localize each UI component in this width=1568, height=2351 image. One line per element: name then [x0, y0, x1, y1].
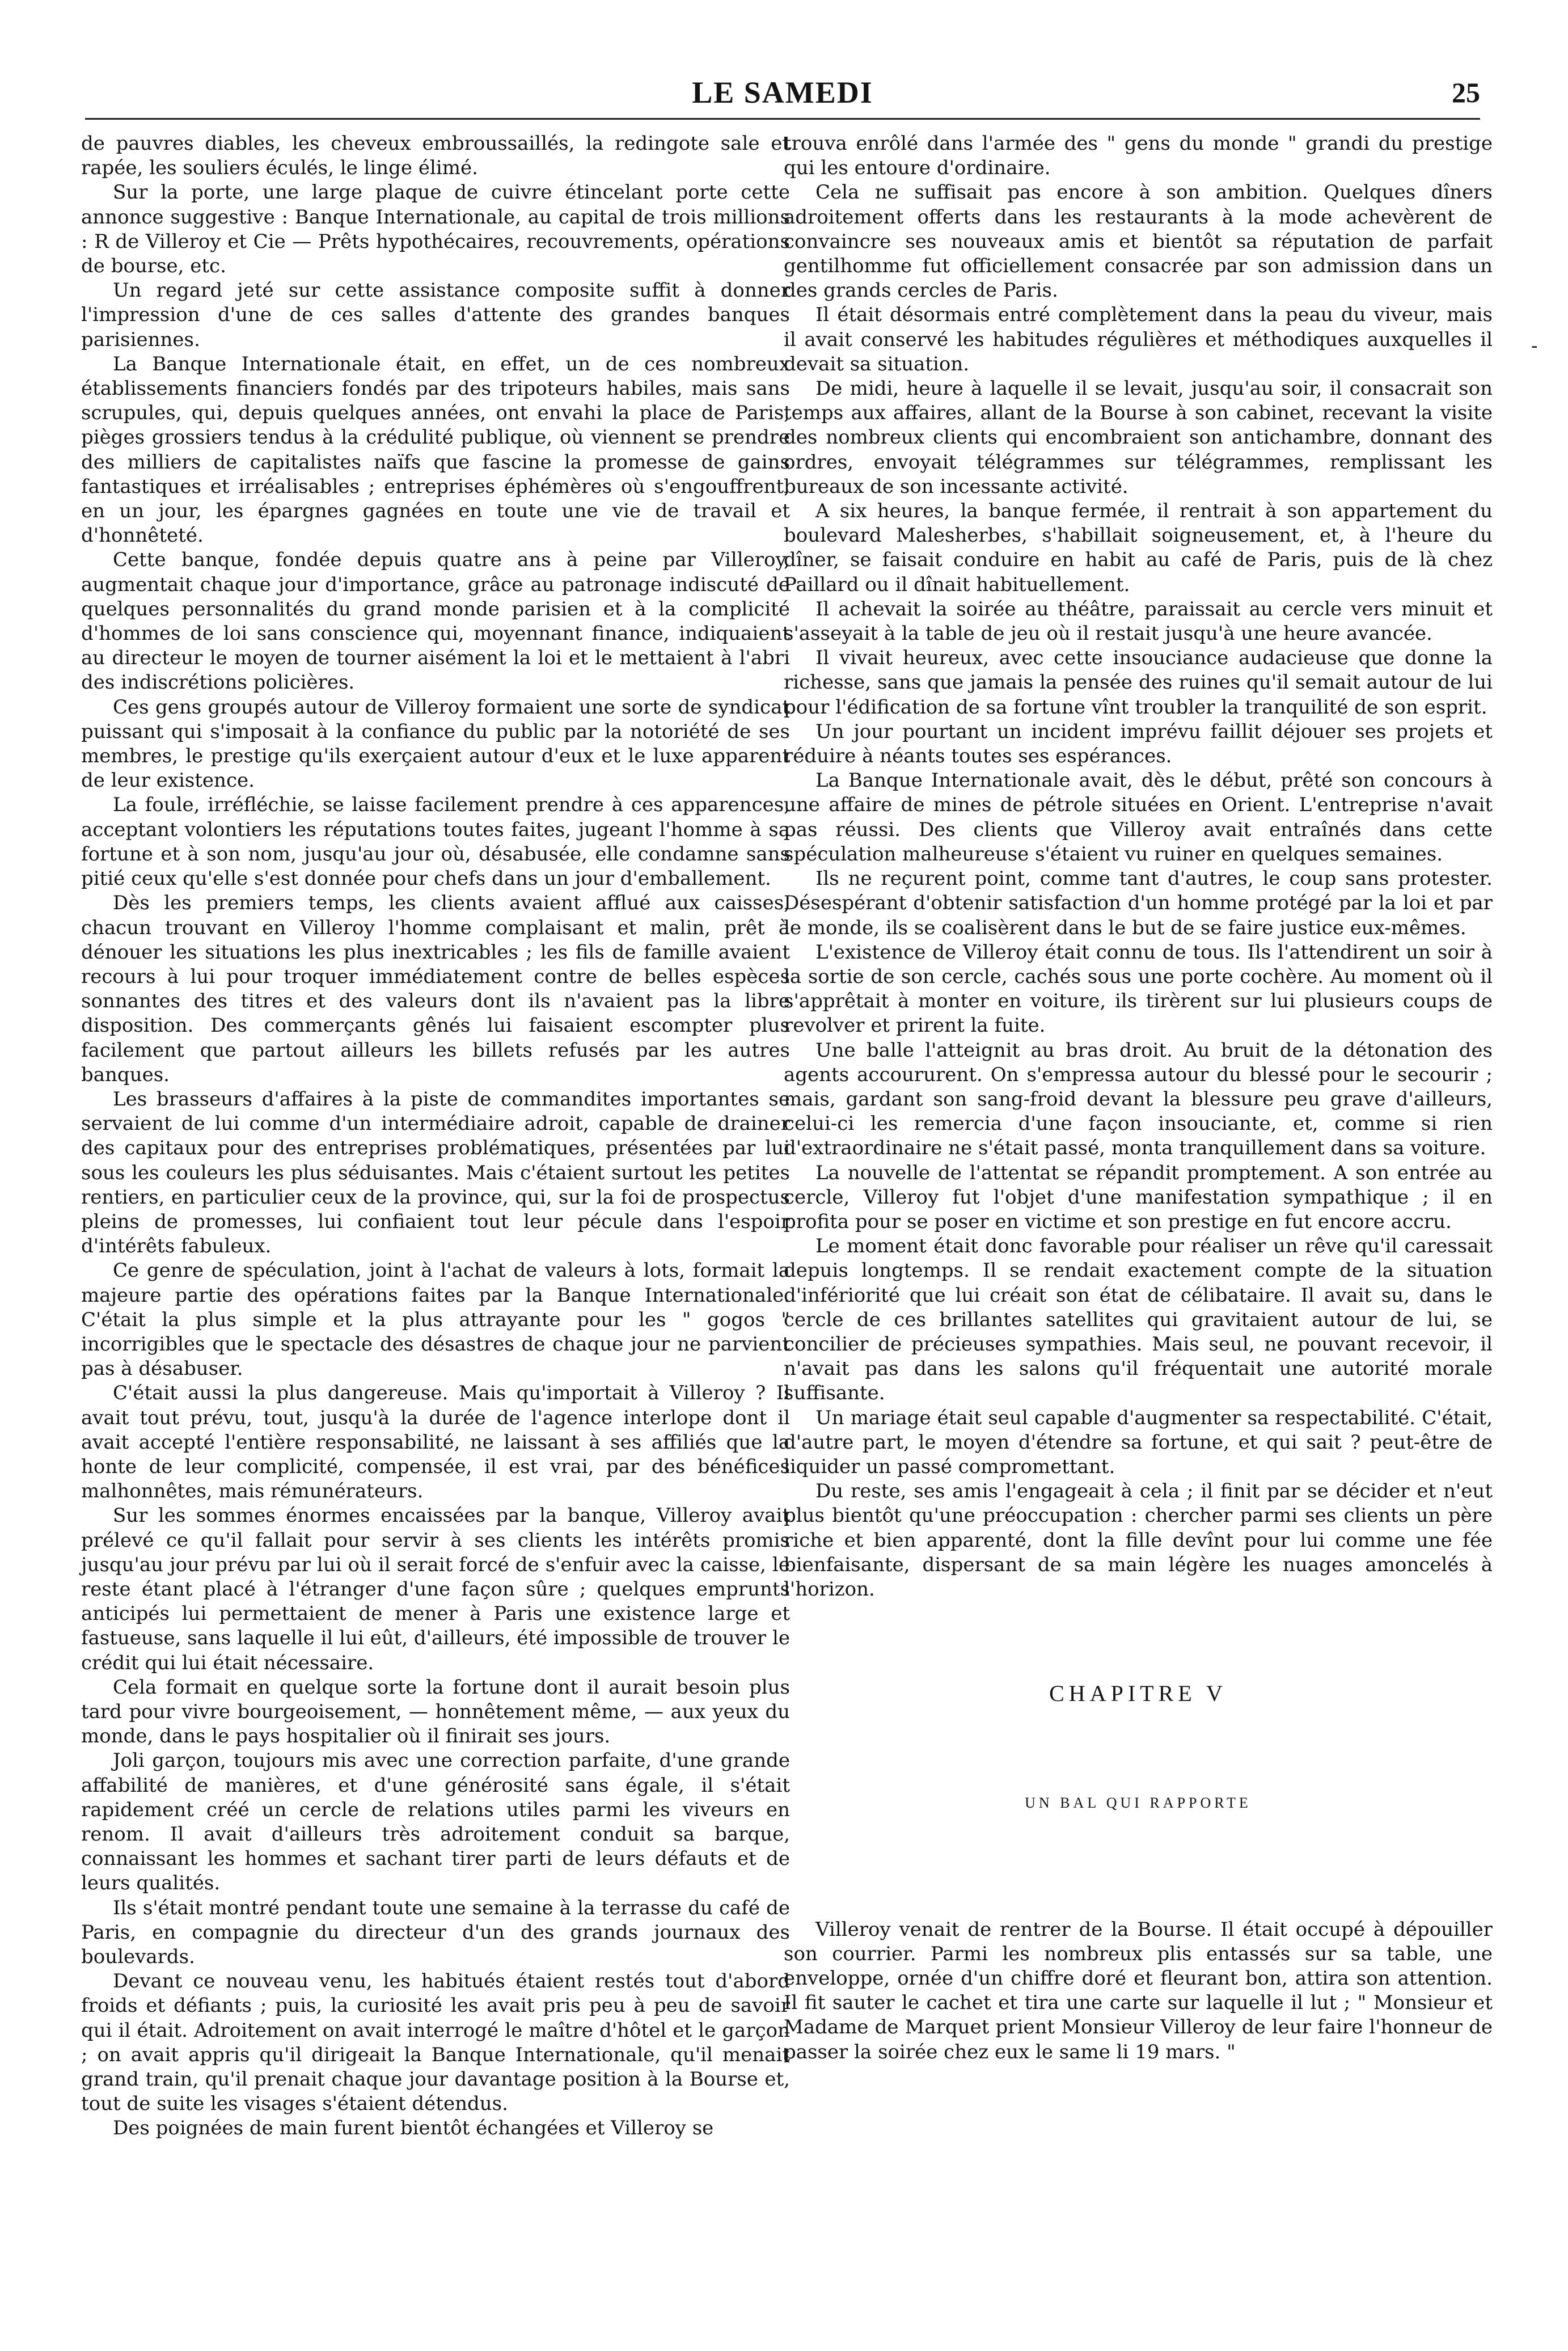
paragraph: Ils ne reçurent point, comme tant d'autres, le coup sans protester. Désespérant d'obtenir satisfaction d'un homme protégé par la loi et par le monde, ils se coalisèrent dans le but de se faire justice eux-mêmes. [784, 867, 1493, 939]
paragraph: La nouvelle de l'attentat se répandit promptement. A son entrée au cercle, Villeroy fut l'objet d'une manifestation sympathique ; il en profita pour se poser en victime et son prestige en fut encore accru. [784, 1161, 1493, 1233]
paragraph: Ce genre de spéculation, joint à l'achat de valeurs à lots, formait la majeure partie des opérations faites par la Banque Internationale. C'était la plus simple et la plus attrayante pour les " gogos " incorrigibles que le spectacle des désastres de chaque jour ne parvient pas à désabuser. [81, 1259, 790, 1381]
paragraph: Le moment était donc favorable pour réaliser un rêve qu'il caressait depuis longtemps. Il se rendait exactement compte de la situation d'infériorité que lui créait son état de célibataire. Il avait su, dans le cercle de ces brillantes satellites qui gravitaient autour de lui, se concilier de précieuses sympathies. Mais seul, ne pouvant recevoir, il n'avait pas dans les salons qu'il fréquentait une autorité morale suffisante. [784, 1235, 1493, 1405]
chapter-subtitle: UN BAL QUI RAPPORTE [1025, 1795, 1252, 1812]
paragraph: Il vivait heureux, avec cette insouciance audacieuse que donne la richesse, sans que jamais la pensée des ruines qu'il semait autour de lui pour l'édification de sa fortune vînt troubler la tranquilité de son esprit. [784, 647, 1493, 719]
paragraph: Dès les premiers temps, les clients avaient afflué aux caisses, chacun trouvant en Villeroy l'homme complaisant et malin, prêt à dénouer les situations les plus inextricables ; les fils de famille avaient recours à lui pour troquer immédiatement contre de belles espèces sonnantes des titres et des valeurs dont ils n'avaient pas la libre disposition. Des commerçants gênés lui faisaient escompter plus facilement que partout ailleurs les billets refusés par les autres banques. [81, 892, 790, 1086]
paragraph: Devant ce nouveau venu, les habitués étaient restés tout d'abord froids et défiants ; puis, la curiosité les avait pris peu à peu de savoir qui il était. Adroitement on avait interrogé le maître d'hôtel et le garçon ; on avait appris qu'il dirigeait la Banque Internationale, qu'il menait grand train, qu'il prenait chaque jour davantage position à la Bourse et, tout de suite les visages s'étaient détendus. [81, 1970, 790, 2116]
right-column [784, 132, 1493, 2065]
paragraph: La Banque Internationale était, en effet, un de ces nombreux établissements financiers fondés par des tripoteurs habiles, mais sans scrupules, qui, depuis quelques années, ont envahi la place de Paris, pièges grossiers tendus à la crédulité publique, où viennent se prendre des milliers de capitalistes naïfs que fascine la promesse de gains fantastiques et irréalisables ; entreprises éphémères où s'engouffrent, en un jour, les épargnes gagnées en toute une vie de travail et d'honnêteté. [81, 352, 790, 547]
left-column [81, 132, 790, 2141]
paragraph: Des poignées de main furent bientôt échangées et Villeroy se [113, 2117, 714, 2140]
chapter-title: CHAPITRE V [1049, 1681, 1227, 1707]
paragraph: Ils s'était montré pendant toute une semaine à la terrasse du café de Paris, en compagnie du directeur d'un des grands journaux des boulevards. [81, 1896, 790, 1969]
paragraph: Du reste, ses amis l'engageait à cela ; il finit par se décider et n'eut plus bientôt qu'une préoccupation : chercher parmi ses clients un père riche et bien apparenté, dont la fille devînt pour lui comme une fée bienfaisante, dispersant de sa main légère les nuages amoncelés à l'horizon. [784, 1480, 1493, 1601]
chapter-body [784, 1918, 1493, 2065]
paragraph: Il était désormais entré complètement dans la peau du viveur, mais il avait conservé les habitudes régulières et méthodiques auxquelles il devait sa situation. [784, 303, 1493, 375]
paragraph: Il achevait la soirée au théâtre, paraissait au cercle vers minuit et s'asseyait à la table de jeu où il restait jusqu'à une heure avancée. [784, 597, 1493, 645]
paragraph: Sur la porte, une large plaque de cuivre étincelant porte cette annonce suggestive : Banque Internationale, au capital de trois millions : R de Villeroy et Cie — Prêts hypothécaires, recouvrements, opérations de bourse, etc. [81, 181, 790, 278]
paragraph: A six heures, la banque fermée, il rentrait à son appartement du boulevard Malesherbes, s'habillait soigneusement, et, à l'heure du dîner, se faisait conduire en habit au café de Paris, puis de là chez Paillard ou il dînait habituellement. [784, 500, 1493, 596]
paragraph: Villeroy venait de rentrer de la Bourse. Il était occupé à dépouiller son courrier. Parmi les nombreux plis entassés sur sa table, une enveloppe, ornée d'un chiffre doré et fleurant bon, attira son attention. Il fit sauter le cachet et tira une carte sur laquelle il lut ; " Monsieur et Madame de Marquet prient Monsieur Villeroy de leur faire l'honneur de passer la soirée chez eux le same li 19 mars. " [784, 1918, 1493, 2063]
paragraph: La foule, irréfléchie, se laisse facilement prendre à ces apparences, acceptant volontiers les réputations toutes faites, jugeant l'homme à sa fortune et à son nom, jusqu'au jour où, désabusée, elle condamne sans pitié ceux qu'elle s'est donnée pour chefs dans un jour d'emballement. [81, 793, 790, 890]
paragraph: Joli garçon, toujours mis avec une correction parfaite, d'une grande affabilité de manières, et d'une générosité sans égale, il s'était rapidement créé un cercle de relations utiles parmi les viveurs en renom. Il avait d'ailleurs très adroitement conduit sa barque, connaissant les hommes et sachant tirer parti de leurs défauts et de leurs qualités. [81, 1749, 790, 1895]
paragraph: Ces gens groupés autour de Villeroy formaient une sorte de syndicat puissant qui s'imposait à la confiance du public par la notoriété de ses membres, le prestige qu'ils exerçaient autour d'eux et le luxe apparent de leur existence. [81, 695, 790, 792]
paragraph: Sur les sommes énormes encaissées par la banque, Villeroy avait prélevé ce qu'il fallait pour servir à ses clients les intérêts promis jusqu'au jour prévu par lui où il serait forcé de s'enfuir avec la caisse, le reste étant placé à l'étranger d'une façon sûre ; quelques emprunts anticipés lui permettaient de mener à Paris une existence large et fastueuse, sans laquelle il lui eût, d'ailleurs, été impossible de trouver le crédit qui lui était nécessaire. [81, 1504, 790, 1674]
paragraph: Cette banque, fondée depuis quatre ans à peine par Villeroy, augmentait chaque jour d'importance, grâce au patronage indiscuté de quelques personnalités du grand monde parisien et à la complicité d'hommes de loi sans conscience qui, moyennant finance, indiquaient au directeur le moyen de tourner aisément la loi et le mettaient à l'abri des indiscrétions policières. [81, 548, 790, 694]
paragraph: De midi, heure à laquelle il se levait, jusqu'au soir, il consacrait son temps aux affaires, allant de la Bourse à son cabinet, recevant la visite des nombreux clients qui encombraient son antichambre, donnant des ordres, envoyait télégrammes sur télégrammes, remplissant les bureaux de son incessante activité. [784, 377, 1493, 498]
paragraph: Une balle l'atteignit au bras droit. Au bruit de la détonation des agents accoururent. On s'empressa autour du blessé pour le secourir ; mais, gardant son sang-froid devant la blessure peu grave d'ailleurs, celui-ci les remercia d'une façon insouciante, et, comme si rien d'extraordinaire ne s'était passé, monta tranquillement dans sa voiture. [784, 1039, 1493, 1160]
running-title: LE SAMEDI [692, 75, 873, 109]
paragraph: Cela ne suffisait pas encore à son ambition. Quelques dîners adroitement offerts dans les restaurants à la mode achevèrent de convaincre ses nouveaux amis et bientôt sa réputation de parfait gentilhomme fut officiellement consacrée par son admission dans un des grands cercles de Paris. [784, 181, 1493, 302]
page-number: 25 [1452, 77, 1480, 108]
margin-mark: - [1531, 335, 1538, 357]
paragraph: Un jour pourtant un incident imprévu faillit déjouer ses projets et réduire à néants toutes ses espérances. [784, 720, 1493, 768]
chapter-heading [784, 1681, 1493, 1815]
paragraph: C'était aussi la plus dangereuse. Mais qu'importait à Villeroy ? Il avait tout prévu, tout, jusqu'à la durée de l'agence interlope dont il avait accepté l'entière responsabilité, ne laissant à ses affiliés que la honte de leur complicité, compensée, il est vrai, par des bénéfices malhonnêtes, mais rémunérateurs. [81, 1382, 790, 1503]
paragraph: Un mariage était seul capable d'augmenter sa respectabilité. C'était, d'autre part, le moyen d'étendre sa fortune, et qui sait ? peut-être de liquider un passé compromettant. [784, 1406, 1493, 1478]
paragraph: de pauvres diables, les cheveux embroussaillés, la redingote sale et rapée, les souliers éculés, le linge élimé. [81, 132, 790, 180]
paragraph: trouva enrôlé dans l'armée des " gens du monde " grandi du prestige qui les entoure d'ordinaire. [784, 132, 1493, 180]
paragraph: Les brasseurs d'affaires à la piste de commandites importantes se servaient de lui comme d'un intermédiaire adroit, capable de drainer des capitaux pour des entreprises problématiques, présentées par lui sous les couleurs les plus séduisantes. Mais c'étaient surtout les petites rentiers, en particulier ceux de la province, qui, sur la foi de prospectus pleins de promesses, lui confiaient tout leur pécule dans l'espoir d'intérêts fabuleux. [81, 1087, 790, 1258]
paragraph: La Banque Internationale avait, dès le début, prêté son concours à une affaire de mines de pétrole situées en Orient. L'entreprise n'avait pas réussi. Des clients que Villeroy avait entraînés dans cette spéculation malheureuse s'étaient vu ruiner en quelques semaines. [784, 769, 1493, 866]
page-header [85, 73, 1480, 120]
paragraph: L'existence de Villeroy était connu de tous. Ils l'attendirent un soir à la sortie de son cercle, cachés sous une porte cochère. Au moment où il s'apprêtait à monter en voiture, ils tirèrent sur lui plusieurs coups de revolver et prirent la fuite. [784, 940, 1493, 1037]
paragraph: Un regard jeté sur cette assistance composite suffit à donner l'impression d'une de ces salles d'attente des grandes banques parisiennes. [81, 279, 790, 351]
paragraph: Cela formait en quelque sorte la fortune dont il aurait besoin plus tard pour vivre bourgeoisement, — honnêtement même, — aux yeux du monde, dans le pays hospitalier où il finirait ses jours. [81, 1675, 790, 1748]
